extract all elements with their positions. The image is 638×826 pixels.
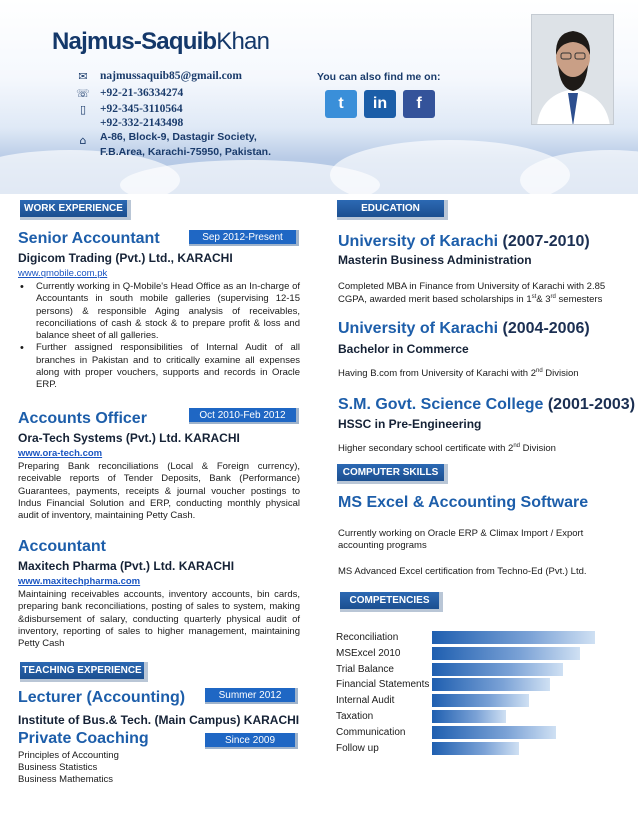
institute-heading: S.M. Govt. Science College (2001-2003) bbox=[338, 396, 636, 413]
section-competencies: COMPETENCIES bbox=[340, 592, 443, 612]
section-teaching-experience: TEACHING EXPERIENCE bbox=[20, 662, 148, 682]
address-row bbox=[66, 130, 271, 160]
list-item: Business Statistics bbox=[18, 762, 98, 773]
mobile-phone-icon: ▯ bbox=[79, 103, 87, 116]
envelope-icon: ✉ bbox=[78, 70, 88, 83]
competency-bar bbox=[432, 647, 580, 660]
company-link[interactable]: www.maxitechpharma.com bbox=[18, 576, 141, 587]
competency-label: Follow up bbox=[336, 742, 379, 754]
address-text: A-86, Block-9, Dastagir Society, F.B.Area, Karachi-75950, Pakistan. bbox=[100, 131, 272, 158]
date-badge: Since 2009 bbox=[205, 733, 298, 749]
header-banner bbox=[0, 0, 638, 194]
mobile-row bbox=[66, 103, 183, 116]
list-item: • Currently working in Q-Mobile's Head Office as an In-charge of Accountants in south mobile galleries (supervising 12-15 persons) & responsible Aging analysis of receivables, reconciliations of cash & stock & to prepare profit & loss and balance sheet of all galleries. bbox=[18, 281, 300, 342]
linkedin-icon[interactable]: in bbox=[364, 90, 396, 118]
candidate-name bbox=[52, 28, 269, 56]
competency-bar bbox=[432, 631, 595, 644]
competency-label: Internal Audit bbox=[336, 695, 395, 707]
profile-photo bbox=[531, 14, 614, 125]
job-description: Preparing Bank reconciliations (Local & Foreign currency), receivable reports of Tender Deposits, Bank (Performance) Guarantees, payments, receipts & journal voucher postings to Indus Financial Solution and ERP, conducting monthly physical audit of inventory, maintaining Petty Cash. bbox=[18, 461, 300, 522]
competency-label: MSExcel 2010 bbox=[336, 647, 401, 659]
competency-bar bbox=[432, 710, 506, 723]
competency-bar bbox=[432, 694, 529, 707]
education-description: Completed MBA in Finance from University of Karachi with 2.85 bbox=[338, 281, 606, 292]
telephone-icon: ☏ bbox=[76, 87, 90, 100]
profile-photo-illustration bbox=[532, 15, 614, 125]
education-description: Higher secondary school certificate with 2nd Division bbox=[338, 442, 556, 454]
institute-heading: University of Karachi (2007-2010) bbox=[338, 233, 590, 250]
competency-label: Financial Statements bbox=[336, 679, 430, 691]
competency-bar bbox=[432, 663, 563, 676]
education-description: Having B.com from University of Karachi with 2nd Division bbox=[338, 367, 579, 379]
education-description: CGPA, awarded merit based scholarships in 1st& 3rd semesters bbox=[338, 293, 603, 305]
email-text[interactable]: najmussaquib85@gmail.com bbox=[100, 70, 243, 82]
facebook-icon[interactable]: f bbox=[403, 90, 435, 118]
competency-bar bbox=[432, 742, 519, 755]
competency-label: Trial Balance bbox=[336, 663, 394, 675]
competency-bar bbox=[432, 726, 556, 739]
mobile1-text: +92-345-3110564 bbox=[100, 103, 183, 115]
social-label: You can also find me on: bbox=[317, 71, 441, 83]
company-name: Maxitech Pharma (Pvt.) Ltd. KARACHI bbox=[18, 559, 235, 573]
job-title: Accountant bbox=[18, 538, 106, 555]
twitter-icon[interactable]: t bbox=[325, 90, 357, 118]
section-computer-skills: COMPUTER SKILLS bbox=[337, 464, 448, 484]
section-education: EDUCATION bbox=[337, 200, 448, 220]
company-name: Ora-Tech Systems (Pvt.) Ltd. KARACHI bbox=[18, 431, 240, 445]
list-item: Business Mathematics bbox=[18, 774, 114, 785]
phone-text: +92-21-36334274 bbox=[100, 87, 184, 99]
job-title: Senior Accountant bbox=[18, 230, 160, 247]
email-row bbox=[66, 70, 242, 83]
name-last: Khan bbox=[216, 28, 270, 55]
date-badge: Summer 2012 bbox=[205, 688, 298, 704]
date-badge: Oct 2010-Feb 2012 bbox=[189, 408, 299, 424]
list-item: Principles of Accounting bbox=[18, 750, 119, 761]
job-title: Accounts Officer bbox=[18, 410, 147, 427]
degree-name: HSSC in Pre-Engineering bbox=[338, 417, 482, 431]
job-duties-list bbox=[18, 281, 300, 392]
competency-bar bbox=[432, 678, 550, 691]
job-description: Maintaining receivables accounts, inventory accounts, bin cards, preparing bank reconciliations, posting of sales to system, making &disbursement of salary, conducting quarterly physical audit of inventory, reporting of sales to higher management, maintaining Petty Cash bbox=[18, 589, 300, 650]
skill-heading: MS Excel & Accounting Software bbox=[338, 494, 589, 511]
skill-description: Currently working on Oracle ERP & Climax Import / Export accounting programs bbox=[338, 528, 584, 552]
job-title: Private Coaching bbox=[18, 730, 149, 747]
company-link[interactable]: www.qmobile.com.pk bbox=[18, 268, 108, 279]
company-name: Digicom Trading (Pvt.) Ltd., KARACHI bbox=[18, 251, 233, 265]
competency-label: Communication bbox=[336, 726, 406, 738]
section-work-experience: WORK EXPERIENCE bbox=[20, 200, 131, 220]
company-link[interactable]: www.ora-tech.com bbox=[18, 448, 103, 459]
mobile2-row bbox=[66, 117, 183, 129]
job-title: Lecturer (Accounting) bbox=[18, 689, 186, 706]
name-first: Najmus-Saquib bbox=[52, 28, 217, 55]
degree-name: Masterin Business Administration bbox=[338, 253, 532, 267]
skill-description: MS Advanced Excel certification from Techno-Ed (Pvt.) Ltd. bbox=[338, 566, 587, 577]
company-name: Institute of Bus.& Tech. (Main Campus) KARACHI bbox=[18, 713, 300, 727]
competency-label: Reconciliation bbox=[336, 632, 399, 643]
phone-row bbox=[66, 87, 183, 100]
competency-label: Taxation bbox=[336, 711, 374, 722]
house-icon: ⌂ bbox=[79, 134, 87, 147]
institute-heading: University of Karachi (2004-2006) bbox=[338, 320, 590, 337]
date-badge: Sep 2012-Present bbox=[189, 230, 299, 246]
degree-name: Bachelor in Commerce bbox=[338, 342, 469, 356]
list-item: • Further assigned responsibilities of Internal Audit of all branches in Pakistan and to critically examine all expenses along with proper vouchers, supports and records in Oracle ERP. bbox=[18, 342, 300, 391]
mobile2-text: +92-332-2143498 bbox=[100, 117, 184, 129]
